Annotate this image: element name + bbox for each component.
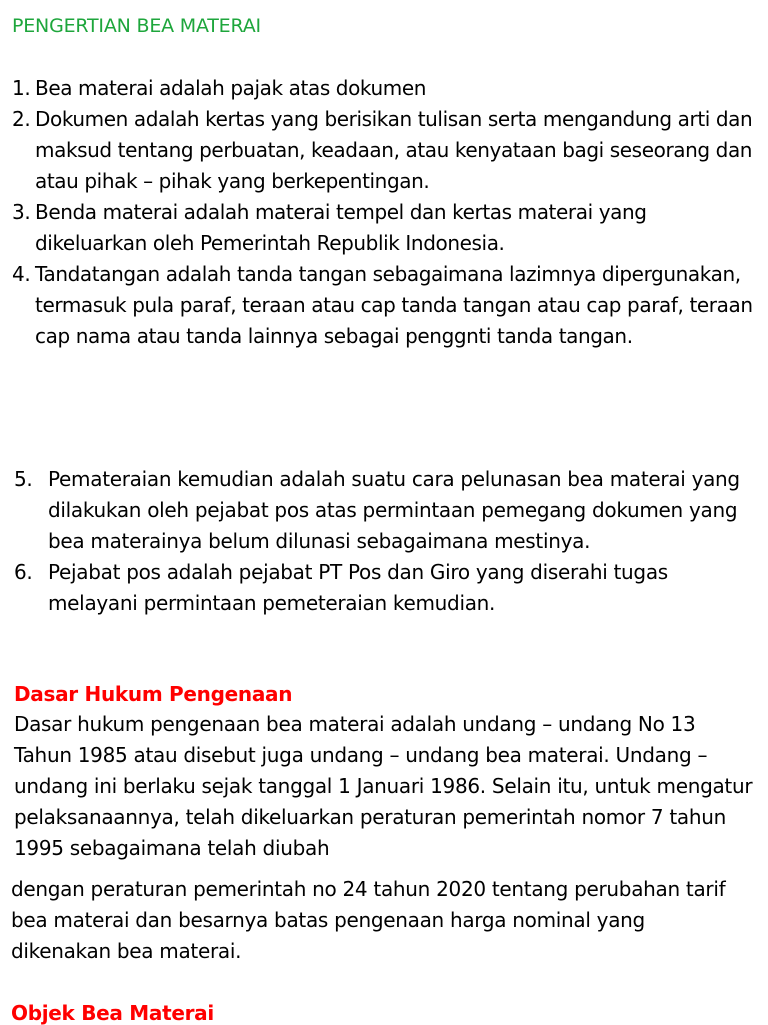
- item-number: 5.: [14, 467, 33, 491]
- definitions-list: [12, 73, 762, 352]
- item-number: 4.: [12, 262, 31, 286]
- definitions-list-continued: [14, 464, 754, 619]
- item-number: 3.: [12, 200, 31, 224]
- page-title: PENGERTIAN BEA MATERAI: [12, 15, 261, 37]
- objek-heading: Objek Bea Materai: [11, 1001, 214, 1025]
- item-text: Benda materai adalah materai tempel dan kertas materai yang dikeluarkan oleh Pemerintah Republik Indonesia.: [35, 200, 647, 255]
- item-text: Pejabat pos adalah pejabat PT Pos dan Giro yang diserahi tugas melayani permintaan pemeteraian kemudian.: [48, 560, 668, 615]
- list-item: [12, 104, 762, 197]
- item-number: 6.: [14, 560, 33, 584]
- item-text: Pemateraian kemudian adalah suatu cara pelunasan bea materai yang dilakukan oleh pejabat pos atas permintaan pemegang dokumen yang bea materainya belum dilunasi sebagaimana mestinya.: [48, 467, 740, 553]
- item-number: 1.: [12, 76, 31, 100]
- dasar-hukum-paragraph-continued: dengan peraturan pemerintah no 24 tahun 2020 tentang perubahan tarif bea materai dan besarnya batas pengenaan harga nominal yang dikenakan bea materai.: [11, 877, 726, 963]
- list-item: [12, 259, 762, 352]
- dasar-hukum-heading: Dasar Hukum Pengenaan: [14, 682, 293, 706]
- list-item: [14, 464, 754, 557]
- item-number: 2.: [12, 107, 31, 131]
- list-item: [12, 73, 762, 104]
- item-text: Bea materai adalah pajak atas dokumen: [35, 76, 427, 100]
- item-text: Dokumen adalah kertas yang berisikan tulisan serta mengandung arti dan maksud tentang perbuatan, keadaan, atau kenyataan bagi seseorang dan atau pihak – pihak yang berkepentingan.: [35, 107, 753, 193]
- item-text: Tandatangan adalah tanda tangan sebagaimana lazimnya dipergunakan, termasuk pula paraf, teraan atau cap tanda tangan atau cap paraf, teraan cap nama atau tanda lainnya sebagai penggnti tanda tangan.: [35, 262, 753, 348]
- dasar-hukum-paragraph: Dasar hukum pengenaan bea materai adalah undang – undang No 13 Tahun 1985 atau disebut juga undang – undang bea materai. Undang – undang ini berlaku sejak tanggal 1 Januari 1986. Selain itu, untuk mengatur pelaksanaannya, telah dikeluarkan peraturan pemerintah nomor 7 tahun 1995 sebagaimana telah diubah: [14, 712, 753, 860]
- list-item: [14, 557, 754, 619]
- list-item: [12, 197, 762, 259]
